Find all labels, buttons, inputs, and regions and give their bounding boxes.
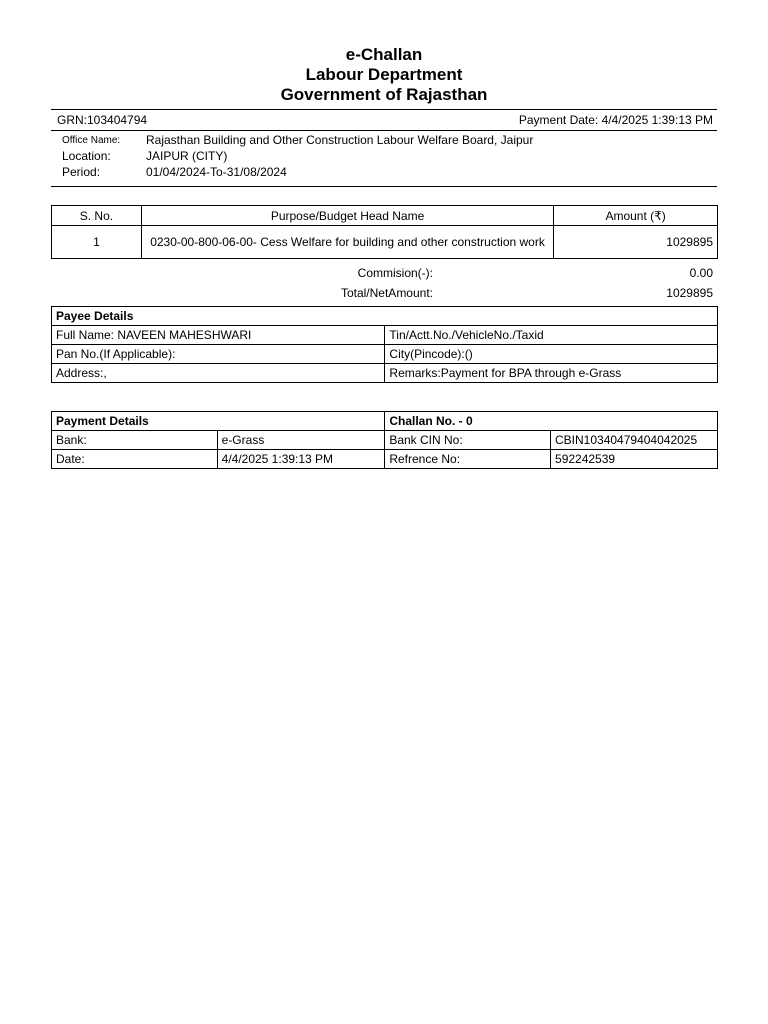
payment-details-table — [51, 411, 718, 469]
total-value: 1029895 — [666, 286, 713, 300]
table-row — [52, 431, 718, 450]
row-purpose: 0230-00-800-06-00- Cess Welfare for building and other construction work — [141, 226, 553, 259]
payment-date: Payment Date: 4/4/2025 1:39:13 PM — [518, 113, 713, 127]
budget-items-table — [51, 205, 718, 259]
payee-details-table — [51, 306, 718, 383]
col-header-amount: Amount (₹) — [554, 206, 718, 226]
bank-cin-value: CBIN10340479404042025 — [551, 431, 718, 450]
table-row — [52, 450, 718, 469]
table-row — [52, 326, 718, 345]
office-name-value: Rajasthan Building and Other Construction Labour Welfare Board, Jaipur — [146, 133, 534, 147]
document-header — [0, 45, 768, 105]
commission-value: 0.00 — [689, 266, 713, 280]
location-label: Location: — [62, 149, 111, 163]
row-sno: 1 — [52, 226, 142, 259]
col-header-sno: S. No. — [52, 206, 142, 226]
office-name-label: Office Name: — [62, 135, 121, 146]
col-header-purpose: Purpose/Budget Head Name — [141, 206, 553, 226]
total-label: Total/NetAmount: — [340, 286, 433, 300]
row-amount: 1029895 — [554, 226, 718, 259]
payee-tin: Tin/Actt.No./VehicleNo./Taxid — [385, 326, 718, 345]
payee-city: City(Pincode):() — [385, 345, 718, 364]
table-row — [52, 226, 718, 259]
payee-details-title: Payee Details — [52, 307, 718, 326]
divider — [51, 130, 717, 131]
bank-cin-label: Bank CIN No: — [385, 431, 551, 450]
department-name: Labour Department — [305, 65, 463, 84]
location-value: JAIPUR (CITY) — [146, 149, 228, 163]
period-label: Period: — [62, 165, 101, 179]
table-row — [52, 364, 718, 383]
payee-full-name: Full Name: NAVEEN MAHESHWARI — [52, 326, 385, 345]
date-value: 4/4/2025 1:39:13 PM — [217, 450, 385, 469]
table-row — [52, 345, 718, 364]
date-label: Date: — [52, 450, 218, 469]
grn-number: GRN:103404794 — [57, 113, 148, 127]
payee-pan: Pan No.(If Applicable): — [52, 345, 385, 364]
bank-value: e-Grass — [217, 431, 385, 450]
government-name: Government of Rajasthan — [280, 85, 488, 104]
reference-value: 592242539 — [551, 450, 718, 469]
table-header-row — [52, 206, 718, 226]
commission-label: Commision(-): — [357, 266, 433, 280]
payee-remarks: Remarks:Payment for BPA through e-Grass — [385, 364, 718, 383]
payee-address: Address:, — [52, 364, 385, 383]
bank-label: Bank: — [52, 431, 218, 450]
challan-number: Challan No. - 0 — [385, 412, 718, 431]
reference-label: Refrence No: — [385, 450, 551, 469]
period-value: 01/04/2024-To-31/08/2024 — [146, 165, 287, 179]
doc-title: e-Challan — [345, 45, 423, 64]
payment-details-title: Payment Details — [52, 412, 385, 431]
divider — [51, 186, 717, 187]
divider — [51, 109, 717, 110]
